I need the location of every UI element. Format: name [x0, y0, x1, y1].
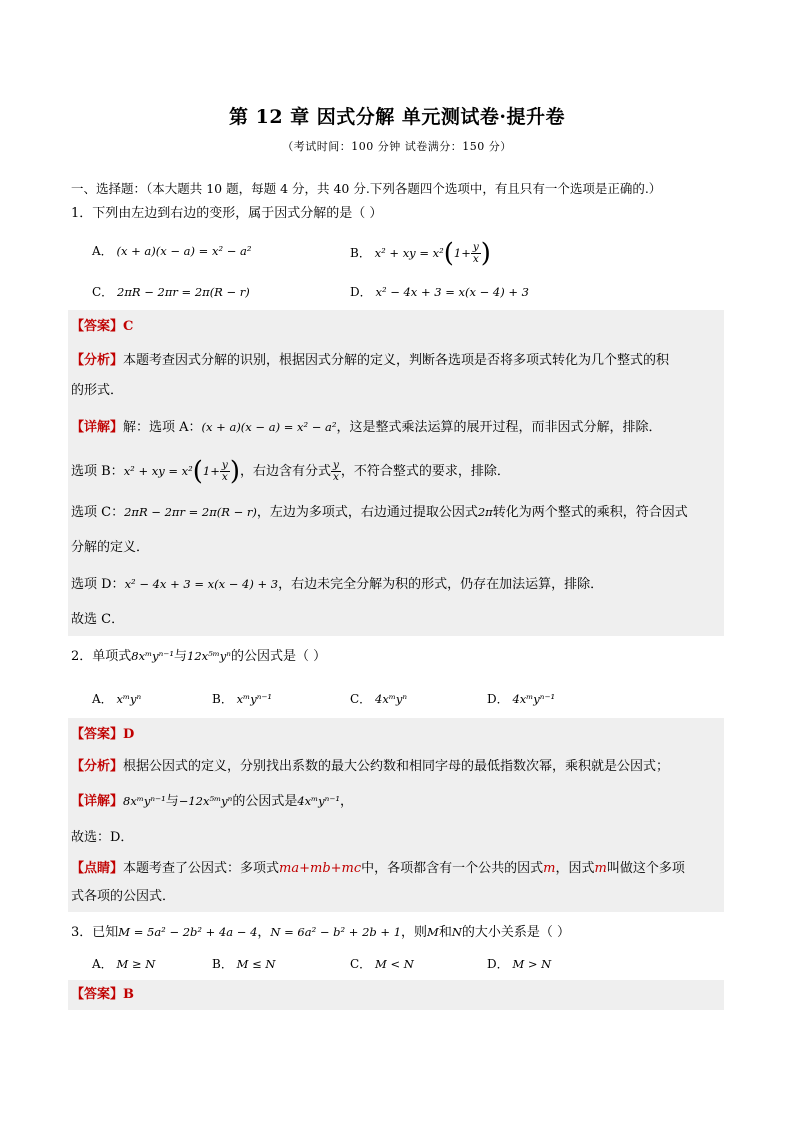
q3-answer-value: B [123, 987, 135, 1002]
q3-option-c-label: C． [350, 957, 372, 971]
q3-option-a-label: A． [92, 957, 113, 971]
q3-solution-box [68, 980, 724, 1010]
q1-detail-d-post: ，右边未完全分解为积的形式，仍存在加法运算，排除． [278, 577, 604, 592]
question-2-stem [71, 647, 326, 666]
q2-stem-mid: 与 [173, 649, 187, 664]
q1-detail-c-math2: 2π [477, 505, 493, 519]
q2-option-c [350, 690, 407, 708]
q1-option-b: B． x² + xy = x²(1+ $\frac{y}{x}$ ) [350, 238, 491, 269]
detail-tag: 【详解】 [71, 420, 124, 435]
q1-detail-b: 选项 B：x² + xy = x²(1+ $\frac{y}{x}$ )，右边含有分式 $\frac{y}{x}$ ，不符合整式的要求，排除． [71, 456, 510, 487]
q2-analysis [71, 758, 669, 776]
q1-option-b-frac-den: x [472, 253, 479, 265]
detail-tag: 【详解】 [71, 794, 124, 809]
q3-stem-and: 和 [438, 925, 452, 940]
q1-detail-c-math: 2πR − 2πr = 2π(R − r) [124, 505, 257, 519]
q2-stem-post: 的公因式是（ ） [230, 649, 327, 664]
q1-detail-c-post: 转化为两个整式的乘积，符合因式 [492, 505, 688, 520]
q1-detail-b-frac2-num: y [332, 459, 339, 471]
q1-detail-d-pre: 选项 D： [71, 577, 125, 592]
q1-option-d-math: x² − 4x + 3 = x(x − 4) + 3 [375, 285, 529, 299]
q3-option-d-label: D． [487, 957, 509, 971]
q1-option-c-math: 2πR − 2πr = 2π(R − r) [117, 285, 250, 299]
q3-option-c-math: M < N [375, 957, 414, 971]
q2-comment-m2: m [594, 861, 607, 876]
q1-detail-a-post: ，这是整式乘法运算的展开过程，而非因式分解，排除． [336, 420, 662, 435]
question-1-stem: 1．下列由左边到右边的变形，属于因式分解的是（ ） [71, 206, 383, 221]
q1-detail-b-frac2-den: x [332, 471, 339, 483]
q3-option-a [92, 955, 155, 973]
q1-option-b-frac-num: y [472, 241, 479, 253]
q1-option-c [92, 283, 250, 301]
q1-option-b-label: B． [350, 246, 371, 260]
q2-comment-mid2: ，因式 [555, 861, 595, 876]
q1-option-b-math: x² + xy = x² [374, 246, 444, 260]
q3-stem-post: 的大小关系是（ ） [461, 925, 571, 940]
q2-comment-post: 叫做这个多项 [606, 861, 685, 876]
q3-stem-mid2: ，则 [401, 925, 428, 940]
q1-option-c-label: C． [92, 285, 114, 299]
q1-analysis-line2: 的形式． [71, 383, 124, 398]
q2-option-a-math: xᵐyⁿ [116, 692, 142, 706]
answer-tag: 【答案】 [71, 727, 124, 742]
q3-option-b-math: M ≤ N [236, 957, 276, 971]
q2-detail-mid2: 的公因式是 [232, 794, 298, 809]
page-title: 第 12 章 因式分解 单元测试卷·提升卷 [228, 106, 565, 128]
q2-comment-mid: 中，各项都含有一个公共的因式 [361, 861, 544, 876]
q1-analysis [71, 352, 669, 370]
q1-answer [71, 318, 133, 336]
section-heading: 一、选择题：（本大题共 10 题，每题 4 分，共 40 分.下列各题四个选项中，有且只有一个选项是正确的.） [71, 181, 662, 196]
q1-detail-c-line2: 分解的定义． [71, 540, 150, 555]
answer-tag: 【答案】 [71, 319, 124, 334]
q1-detail-b-mid: ，右边含有分式 [239, 464, 331, 479]
analysis-tag: 【分析】 [71, 759, 124, 774]
q1-option-d [350, 283, 529, 301]
q3-stem-N: N [451, 925, 462, 939]
q1-detail-c-mid: ，左边为多项式，右边通过提取公因式 [256, 505, 478, 520]
q3-option-b-label: B． [212, 957, 233, 971]
q1-detail-c [71, 503, 688, 522]
q1-detail-b-pre: 选项 B： [71, 464, 124, 479]
q2-answer-value: D [123, 727, 135, 742]
q2-option-d [487, 690, 555, 708]
q1-answer-value: C [123, 319, 134, 334]
q1-option-a [92, 242, 251, 260]
q2-comment-line2: 式各项的公因式． [71, 889, 176, 904]
q2-stem-pre: 2．单项式 [71, 649, 132, 664]
q2-option-d-math: 4xᵐyⁿ⁻¹ [512, 692, 556, 706]
q1-detail-d-math: x² − 4x + 3 = x(x − 4) + 3 [124, 577, 279, 591]
q2-detail-post: ， [340, 794, 354, 809]
page-subtitle: （考试时间：100 分钟 试卷满分：150 分） [282, 140, 512, 153]
comment-tag: 【点睛】 [71, 861, 124, 876]
q1-detail-b-math: x² + xy = x² [123, 464, 193, 478]
q3-stem-m2: N = 6a² − b² + 2b + 1 [270, 925, 402, 939]
q1-detail-d [71, 575, 603, 594]
q1-option-d-label: D． [350, 285, 372, 299]
q2-option-a [92, 690, 141, 708]
q2-stem-m2: 12x⁵ᵐyⁿ [187, 649, 231, 663]
q3-stem-mid: ， [257, 925, 271, 940]
q2-option-a-label: A． [92, 692, 113, 706]
q3-stem-pre: 3．已知 [71, 925, 119, 940]
q3-stem-M: M [427, 925, 439, 939]
q1-detail-a [71, 418, 662, 437]
q2-option-c-math: 4xᵐyⁿ [375, 692, 408, 706]
q3-option-c [350, 955, 414, 973]
q2-solution-box [68, 718, 724, 912]
q2-detail-m3: 4xᵐyⁿ⁻¹ [297, 794, 341, 808]
q2-option-b-label: B． [212, 692, 233, 706]
q2-option-c-label: C． [350, 692, 372, 706]
q2-detail [71, 792, 353, 811]
q1-detail-b-post: ，不符合整式的要求，排除． [340, 464, 510, 479]
q3-stem-m1: M = 5a² − 2b² + 4a − 4 [118, 925, 258, 939]
q3-option-b [212, 955, 275, 973]
q1-analysis-text: 本题考查因式分解的识别，根据因式分解的定义，判断各选项是否将多项式转化为几个整式的积 [123, 353, 670, 368]
q3-answer [71, 986, 134, 1004]
q1-detail-b-frac-num: y [221, 459, 228, 471]
q2-stem-m1: 8xᵐyⁿ⁻¹ [131, 649, 174, 663]
q2-comment-m: m [543, 861, 556, 876]
q2-detail-mid: 与 [165, 794, 179, 809]
q2-option-d-label: D． [487, 692, 509, 706]
q2-analysis-text: 根据公因式的定义，分别找出系数的最大公约数和相同字母的最低指数次幂，乘积就是公因式； [123, 759, 670, 774]
q3-option-d [487, 955, 551, 973]
q2-comment-pre: 本题考查了公因式：多项式 [123, 861, 280, 876]
q2-comment-math: ma+mb+mc [279, 861, 362, 876]
q2-comment [71, 860, 685, 878]
q1-option-a-math: (x + a)(x − a) = x² − a² [116, 244, 252, 258]
q1-option-a-label: A． [92, 244, 113, 258]
q3-option-a-math: M ≥ N [116, 957, 156, 971]
q2-answer [71, 726, 134, 744]
q1-choose: 故选 C． [71, 612, 125, 627]
q1-detail-a-math: (x + a)(x − a) = x² − a² [201, 420, 337, 434]
q1-detail-c-pre: 选项 C： [71, 505, 125, 520]
q1-detail-b-frac-den: x [221, 471, 228, 483]
q1-detail-a-pre: 解：选项 A： [123, 420, 202, 435]
q2-detail-m1: 8xᵐyⁿ⁻¹ [123, 794, 166, 808]
analysis-tag: 【分析】 [71, 353, 124, 368]
answer-tag: 【答案】 [71, 987, 124, 1002]
q2-option-b-math: xᵐyⁿ⁻¹ [236, 692, 273, 706]
q2-detail-m2: −12x⁵ᵐyⁿ [178, 794, 233, 808]
q3-option-d-math: M > N [512, 957, 552, 971]
q2-option-b [212, 690, 272, 708]
question-3-stem [71, 923, 570, 942]
q2-choose: 故选：D． [71, 830, 134, 845]
